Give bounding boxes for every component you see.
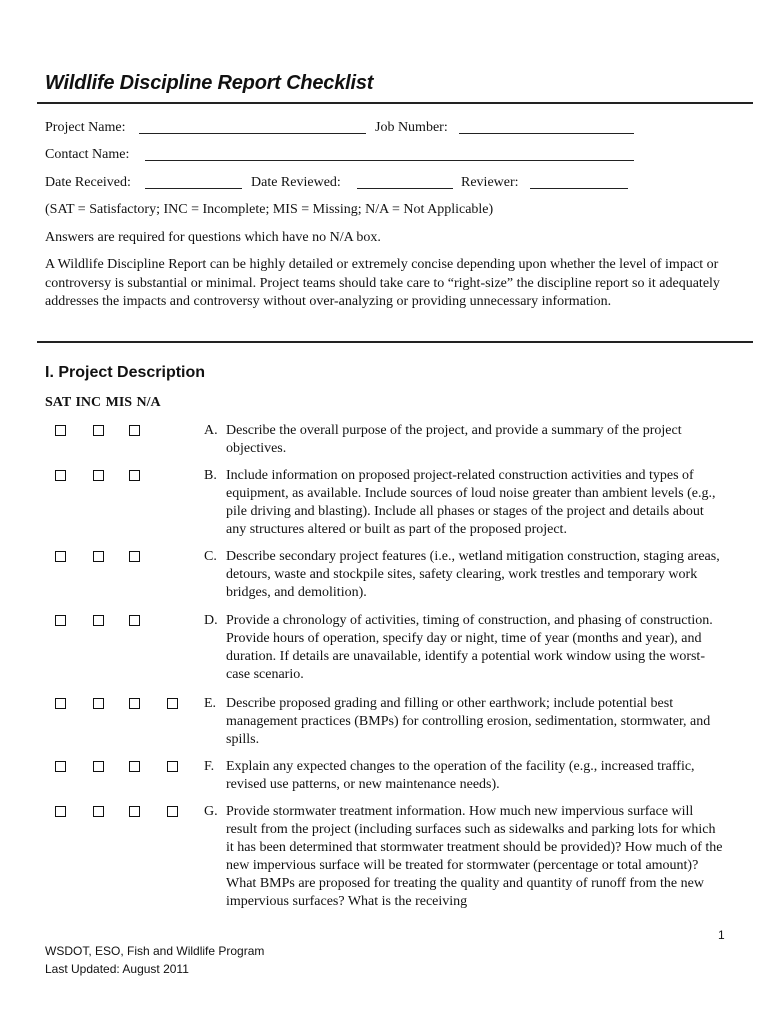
job-number-label: Job Number: [375, 120, 448, 135]
item-letter: G. [204, 804, 218, 819]
item-text: Provide stormwater treatment information. How much new impervious surface will result from the project (including surfaces such as sidewalks and parking lots for which it has been determined that stormwater treatment should be provided)? How much of the new impervious surface will be treated for stormwater (percentage or total amount)? What BMPs are proposed for treating the quality and quantity of runoff from the new impervious surfaces? What is the receiving [226, 804, 723, 909]
contact-name-field[interactable] [145, 160, 634, 161]
reviewer-field[interactable] [530, 188, 628, 189]
footer-program: WSDOT, ESO, Fish and Wildlife Program [45, 944, 265, 958]
sat-checkbox[interactable] [55, 761, 66, 772]
section-heading: I. Project Description [45, 364, 206, 381]
footer [45, 942, 264, 978]
contact-name-label: Contact Name: [45, 147, 130, 162]
inc-checkbox[interactable] [93, 761, 104, 772]
inc-checkbox[interactable] [93, 615, 104, 626]
item-letter: D. [204, 613, 218, 628]
date-received-label: Date Received: [45, 175, 131, 190]
inc-checkbox[interactable] [93, 470, 104, 481]
inc-checkbox[interactable] [93, 425, 104, 436]
item-text: Provide a chronology of activities, timing of construction, and phasing of construction. Provide hours of operation, specify day or night, time of year (months and year), and duration. If details are unavailable, identify a potential work window using the worst-case scenario. [226, 613, 713, 682]
mis-checkbox[interactable] [129, 806, 140, 817]
sat-checkbox[interactable] [55, 425, 66, 436]
item-letter: E. [204, 696, 217, 711]
na-checkbox[interactable] [167, 761, 178, 772]
date-received-field[interactable] [145, 188, 242, 189]
required-note: Answers are required for questions which have no N/A box. [45, 230, 381, 245]
mis-checkbox[interactable] [129, 615, 140, 626]
intro-paragraph: A Wildlife Discipline Report can be highly detailed or extremely concise depending upon whether the level of impact or controversy is substantial or minimal. Project teams should take care to “right-size” the discipline report so it adequately addresses the impacts and controversy without over-analyzing or providing unnecessary information. [45, 257, 720, 309]
na-checkbox[interactable] [167, 806, 178, 817]
mis-checkbox[interactable] [129, 551, 140, 562]
item-text: Describe proposed grading and filling or other earthwork; include potential best management practices (BMPs) for controlling erosion, sedimentation, stormwater, and spills. [226, 696, 711, 747]
status-legend: (SAT = Satisfactory; INC = Incomplete; MIS = Missing; N/A = Not Applicable) [45, 202, 494, 217]
na-checkbox[interactable] [167, 698, 178, 709]
page-number: 1 [718, 928, 725, 942]
footer-updated: Last Updated: August 2011 [45, 962, 189, 976]
title-rule [37, 102, 753, 104]
column-headers: SAT INC MIS N/A [45, 395, 161, 410]
inc-checkbox[interactable] [93, 698, 104, 709]
mis-checkbox[interactable] [129, 761, 140, 772]
date-reviewed-field[interactable] [357, 188, 453, 189]
mis-checkbox[interactable] [129, 470, 140, 481]
mis-checkbox[interactable] [129, 698, 140, 709]
sat-checkbox[interactable] [55, 470, 66, 481]
sat-checkbox[interactable] [55, 806, 66, 817]
item-text: Describe the overall purpose of the project, and provide a summary of the project objectives. [226, 423, 682, 456]
item-letter: B. [204, 468, 217, 483]
item-letter: F. [204, 759, 215, 774]
job-number-field[interactable] [459, 133, 634, 134]
project-name-label: Project Name: [45, 120, 126, 135]
sat-checkbox[interactable] [55, 615, 66, 626]
project-name-field[interactable] [139, 133, 366, 134]
reviewer-label: Reviewer: [461, 175, 519, 190]
item-letter: C. [204, 549, 217, 564]
page-title: Wildlife Discipline Report Checklist [45, 72, 374, 94]
inc-checkbox[interactable] [93, 806, 104, 817]
inc-checkbox[interactable] [93, 551, 104, 562]
item-text: Explain any expected changes to the operation of the facility (e.g., increased traffic, revised use patterns, or new maintenance needs). [226, 759, 695, 792]
item-letter: A. [204, 423, 218, 438]
mis-checkbox[interactable] [129, 425, 140, 436]
sat-checkbox[interactable] [55, 551, 66, 562]
section-rule [37, 341, 753, 343]
item-text: Describe secondary project features (i.e., wetland mitigation construction, staging areas, detours, waste and stockpile sites, safety clearing, work trestles and temporary work bridges, and demolition). [226, 549, 720, 600]
date-reviewed-label: Date Reviewed: [251, 175, 341, 190]
sat-checkbox[interactable] [55, 698, 66, 709]
item-text: Include information on proposed project-related construction activities and types of equipment, as available. Include sources of loud noise greater than ambient levels (e.g., pile driving and blasting). Include all phases or stages of the project and details about any structures altered or built as part of the proposed project. [226, 468, 716, 537]
